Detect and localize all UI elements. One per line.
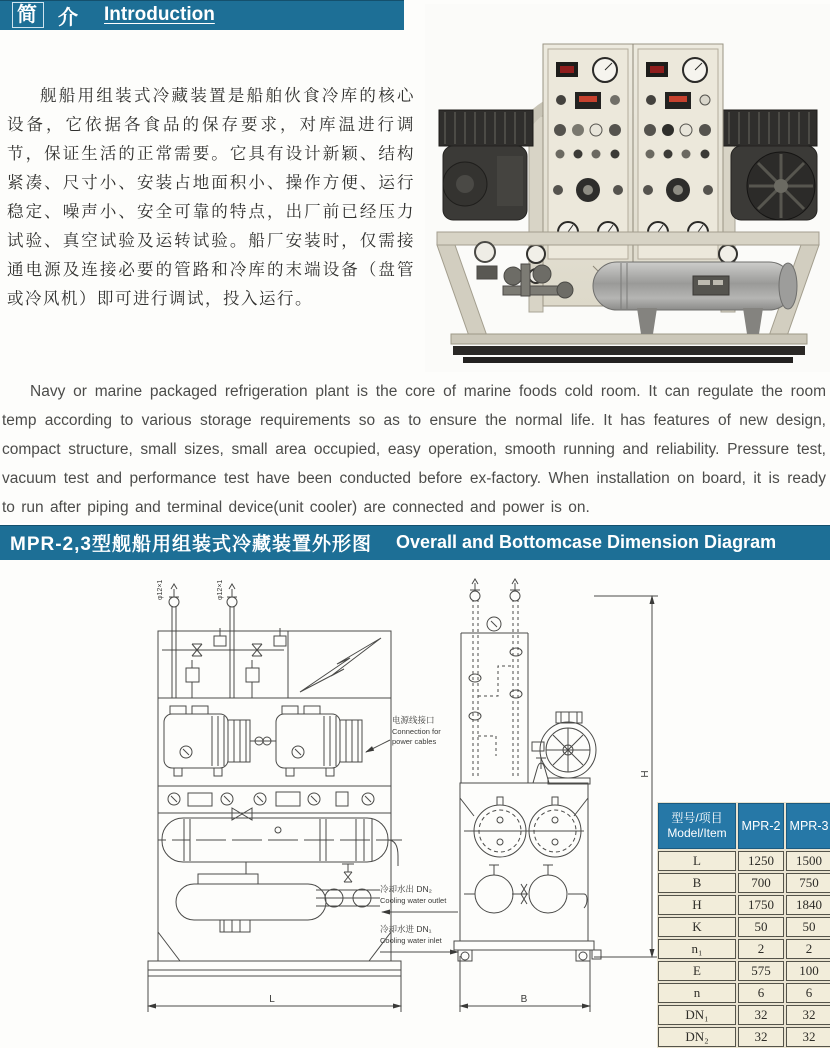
gauge-panel-strip xyxy=(158,786,391,813)
spec-row-value: 1840 xyxy=(786,895,830,915)
spec-row-value: 100 xyxy=(786,961,830,981)
spec-row-value: 6 xyxy=(738,983,784,1003)
dashed-piping xyxy=(473,600,518,776)
base-rail-lower xyxy=(463,357,793,363)
condenser-ends xyxy=(464,797,584,857)
regulator-valves xyxy=(186,660,259,698)
spec-row-value: 700 xyxy=(738,873,784,893)
spec-row-item: E xyxy=(658,961,736,981)
spec-row-value: 1750 xyxy=(738,895,784,915)
intro-paragraph-english: Navy or marine packaged refrigeration plant is the core of marine foods cold room. It can regulate the room temp according to various storage requirements so as to ensure the normal life. It has features of new design, compact structure, small sizes, small area occupied, easy operation, smooth running and reliability. Pressure test, vacuum test and performance test have been conducted before ex-factory. When installation on board, it is ready to run after piping and terminal device(unit cooler) are connected and power is on. xyxy=(2,383,826,516)
water-in-label-en: Cooling water inlet xyxy=(380,936,442,945)
compressor-front-left xyxy=(164,706,250,776)
base-rail-upper xyxy=(453,346,805,355)
relief-valve-risers xyxy=(169,584,237,698)
water-inlet-callout xyxy=(380,924,458,952)
compressor-front-right xyxy=(276,706,362,776)
water-out-label-en: Cooling water outlet xyxy=(380,896,447,905)
spec-row-value: 50 xyxy=(738,917,784,937)
top-pipe-valves xyxy=(162,628,286,656)
intro-section-header xyxy=(0,0,404,30)
intro-heading-zh-char2: 介 xyxy=(58,6,78,29)
spec-row-value: 32 xyxy=(738,1005,784,1025)
intro-heading-en: Introduction xyxy=(104,4,215,25)
spec-table xyxy=(657,802,830,1048)
side-view xyxy=(454,579,658,1012)
condenser-front xyxy=(158,808,402,866)
stop-valve-front xyxy=(316,864,380,907)
coupling xyxy=(250,737,276,745)
base-side xyxy=(454,941,594,950)
spec-header-item xyxy=(658,803,736,849)
spec-row-value: 50 xyxy=(786,917,830,937)
power-callout xyxy=(366,715,441,752)
spec-row-item: K xyxy=(658,917,736,937)
water-in-label-zh: 冷却水进 DN₁ xyxy=(380,924,432,934)
intro-heading-zh-char1: 简 xyxy=(12,2,44,28)
dimension-diagram xyxy=(128,576,668,1034)
water-outlet-callout xyxy=(380,884,458,912)
front-view xyxy=(148,580,402,1012)
spec-header-mpr2: MPR-2 xyxy=(738,803,784,849)
dim-label-H: H xyxy=(640,770,651,778)
base-front xyxy=(148,961,401,970)
control-panel-left xyxy=(548,49,628,259)
power-label-en2: power cables xyxy=(392,737,437,746)
lightning-bolt-icon xyxy=(300,638,381,692)
spec-row-value: 1500 xyxy=(786,851,830,871)
control-panel-right xyxy=(638,49,718,259)
pipe-spec-label-1: φ12×1 xyxy=(157,579,164,600)
spec-row-item: DN₁ xyxy=(658,1005,736,1025)
spec-row-item: n₁ xyxy=(658,939,736,959)
spec-row-value: 750 xyxy=(786,873,830,893)
dimension-heading-en: Overall and Bottomcase Dimension Diagram xyxy=(395,532,777,552)
spec-row-value: 2 xyxy=(786,939,830,959)
spec-header-item-zh: 型号/项目 xyxy=(671,811,723,825)
power-label-zh: 电源线接口 xyxy=(392,715,435,725)
compressor-side xyxy=(532,712,596,784)
spec-row-item: n xyxy=(658,983,736,1003)
spec-row-item: L xyxy=(658,851,736,871)
dimension-section-header xyxy=(0,523,830,560)
water-out-label-zh: 冷却水出 DN₂ xyxy=(380,884,432,894)
spec-row-value: 32 xyxy=(786,1027,830,1047)
spec-row-item: B xyxy=(658,873,736,893)
spec-row-item: DN₂ xyxy=(658,1027,736,1047)
dimension-heading-zh: MPR-2,3型舰船用组装式冷藏装置外形图 xyxy=(10,534,372,555)
compressor-left xyxy=(439,110,533,220)
spec-header-item-en: Model/Item xyxy=(667,826,727,840)
power-label-en1: Connection for xyxy=(392,727,441,736)
outline-drawing xyxy=(128,576,668,1034)
refrigeration-plant-photo xyxy=(425,4,830,372)
receiver-tank xyxy=(176,862,326,932)
spec-row-value: 1250 xyxy=(738,851,784,871)
spec-row-item: H xyxy=(658,895,736,915)
spec-row-value: 6 xyxy=(786,983,830,1003)
intro-paragraph-chinese: 舰船用组装式冷藏装置是船舶伙食冷库的核心设备，它依据各食品的保存要求，对库温进行调节，保证生活的正常需要。它具有设计新颖、结构紧凑、尺寸小、安装占地面积小、操作方便、运行稳定、噪声小、安全可靠的特点，出厂前已经压力试验、真空试验及运转试验。船厂安装时，仅需接通电源及连接必要的管路和冷库的末端设备（盘管或冷风机）即可进行调试，投入运行。 xyxy=(7,87,415,308)
spec-header-mpr3: MPR-3 xyxy=(786,803,830,849)
spec-row-value: 575 xyxy=(738,961,784,981)
dim-label-B: B xyxy=(520,994,528,1005)
dim-label-L: L xyxy=(269,994,275,1005)
product-photo xyxy=(425,4,830,372)
lower-vessels xyxy=(464,865,587,913)
compressor-right xyxy=(723,110,817,220)
spec-row-value: 2 xyxy=(738,939,784,959)
spec-row-value: 32 xyxy=(738,1027,784,1047)
pipe-spec-label-2: φ12×1 xyxy=(217,579,224,600)
suction-bell xyxy=(533,758,549,783)
spec-row-value: 32 xyxy=(786,1005,830,1025)
